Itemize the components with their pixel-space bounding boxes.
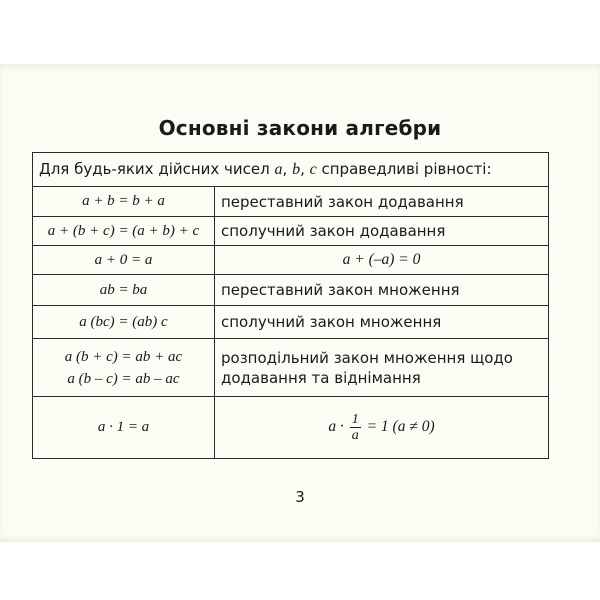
description-cell: сполучний закон множення [215, 306, 549, 339]
fraction-denominator: a [351, 428, 359, 443]
fraction [350, 412, 361, 443]
page-number: 3 [295, 488, 305, 506]
var-b: b [292, 161, 301, 178]
formula-cell: a + b = b + a [33, 187, 215, 217]
formula-cell: a (bc) = (ab) c [33, 306, 215, 339]
formula-cell: a · 1 = a [33, 397, 215, 459]
table-row [33, 397, 549, 459]
description-cell: a + (–a) = 0 [215, 246, 549, 275]
var-c: c [309, 161, 317, 178]
table-row-intro [33, 153, 549, 187]
fraction-numerator: 1 [351, 412, 359, 427]
formula-cell: ab = ba [33, 275, 215, 306]
table-row [33, 187, 549, 217]
formula-cell: a + (b + c) = (a + b) + c [33, 217, 215, 246]
table-row [33, 217, 549, 246]
description-cell: розподільний закон множення щодо додавання та віднімання [215, 339, 549, 397]
formula-line: a (b – c) = ab – ac [67, 370, 180, 387]
page-title: Основні закони алгебри [158, 116, 442, 140]
table-row [33, 306, 549, 339]
table-row [33, 246, 549, 275]
intro-text: Для будь-яких дійсних чисел a, b, c справедливі рівності: [33, 153, 549, 187]
table-row [33, 339, 549, 397]
description-cell: переставний закон множення [215, 275, 549, 306]
description-cell: сполучний закон додавання [215, 217, 549, 246]
description-cell: переставний закон додавання [215, 187, 549, 217]
formula-line: a (b + c) = ab + ac [64, 348, 183, 365]
description-cell: a · $\frac{1}{a}$ = 1 (a ≠ 0) [215, 397, 549, 459]
var-a: a [274, 161, 283, 178]
formula-cell [33, 339, 215, 397]
formula-cell: a + 0 = a [33, 246, 215, 275]
table-row [33, 275, 549, 306]
algebra-laws-table [32, 152, 549, 459]
